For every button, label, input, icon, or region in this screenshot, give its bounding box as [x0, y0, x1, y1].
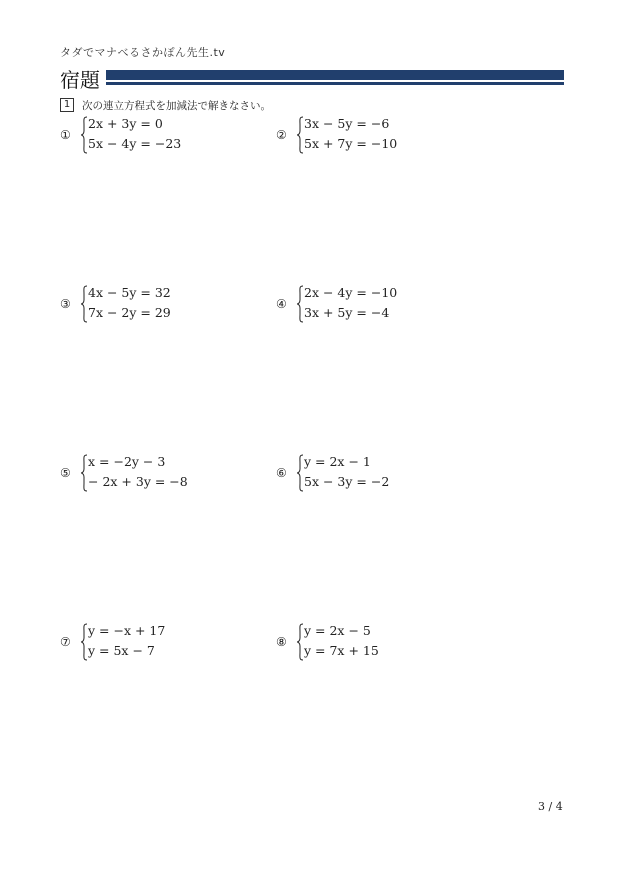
problem-number: ① [60, 128, 71, 142]
brace-icon [296, 623, 304, 661]
equation-1: y = 2x − 1 [304, 454, 371, 469]
brace-icon [296, 454, 304, 492]
equation-2: 5x + 7y = −10 [304, 136, 398, 151]
equation-1: 4x − 5y = 32 [88, 285, 171, 300]
problem-number: ⑤ [60, 466, 71, 480]
title-underline [106, 82, 564, 85]
problem-number: ⑥ [276, 466, 287, 480]
question-instruction: 次の連立方程式を加減法で解きなさい。 [82, 100, 271, 112]
equation-2: 3x + 5y = −4 [304, 305, 390, 320]
equation-1: 2x − 4y = −10 [304, 285, 398, 300]
equation-2: 5x − 4y = −23 [88, 136, 182, 151]
equation-2: 7x − 2y = 29 [88, 305, 171, 320]
problem-number: ④ [276, 297, 287, 311]
equation-2: y = 7x + 15 [304, 643, 379, 658]
brace-icon [80, 454, 88, 492]
page-title: 宿題 [60, 68, 100, 92]
problem-number: ③ [60, 297, 71, 311]
brace-icon [296, 116, 304, 154]
brace-icon [296, 285, 304, 323]
brace-icon [80, 285, 88, 323]
problem-number: ② [276, 128, 287, 142]
equation-1: 3x − 5y = −6 [304, 116, 390, 131]
equation-2: − 2x + 3y = −8 [88, 474, 188, 489]
problem-number: ⑦ [60, 635, 71, 649]
equation-1: y = −x + 17 [88, 623, 166, 638]
equation-1: 2x + 3y = 0 [88, 116, 163, 131]
brace-icon [80, 623, 88, 661]
equation-1: x = −2y − 3 [88, 454, 166, 469]
brace-icon [80, 116, 88, 154]
equation-2: 5x − 3y = −2 [304, 474, 390, 489]
equation-2: y = 5x − 7 [88, 643, 155, 658]
question-number: 1 [60, 98, 74, 112]
page-number: 3 / 4 [538, 800, 563, 813]
equation-1: y = 2x − 5 [304, 623, 371, 638]
problem-number: ⑧ [276, 635, 287, 649]
title-bar [106, 70, 564, 80]
site-name: タダでマナべるさかぽん先生.tv [60, 46, 226, 59]
